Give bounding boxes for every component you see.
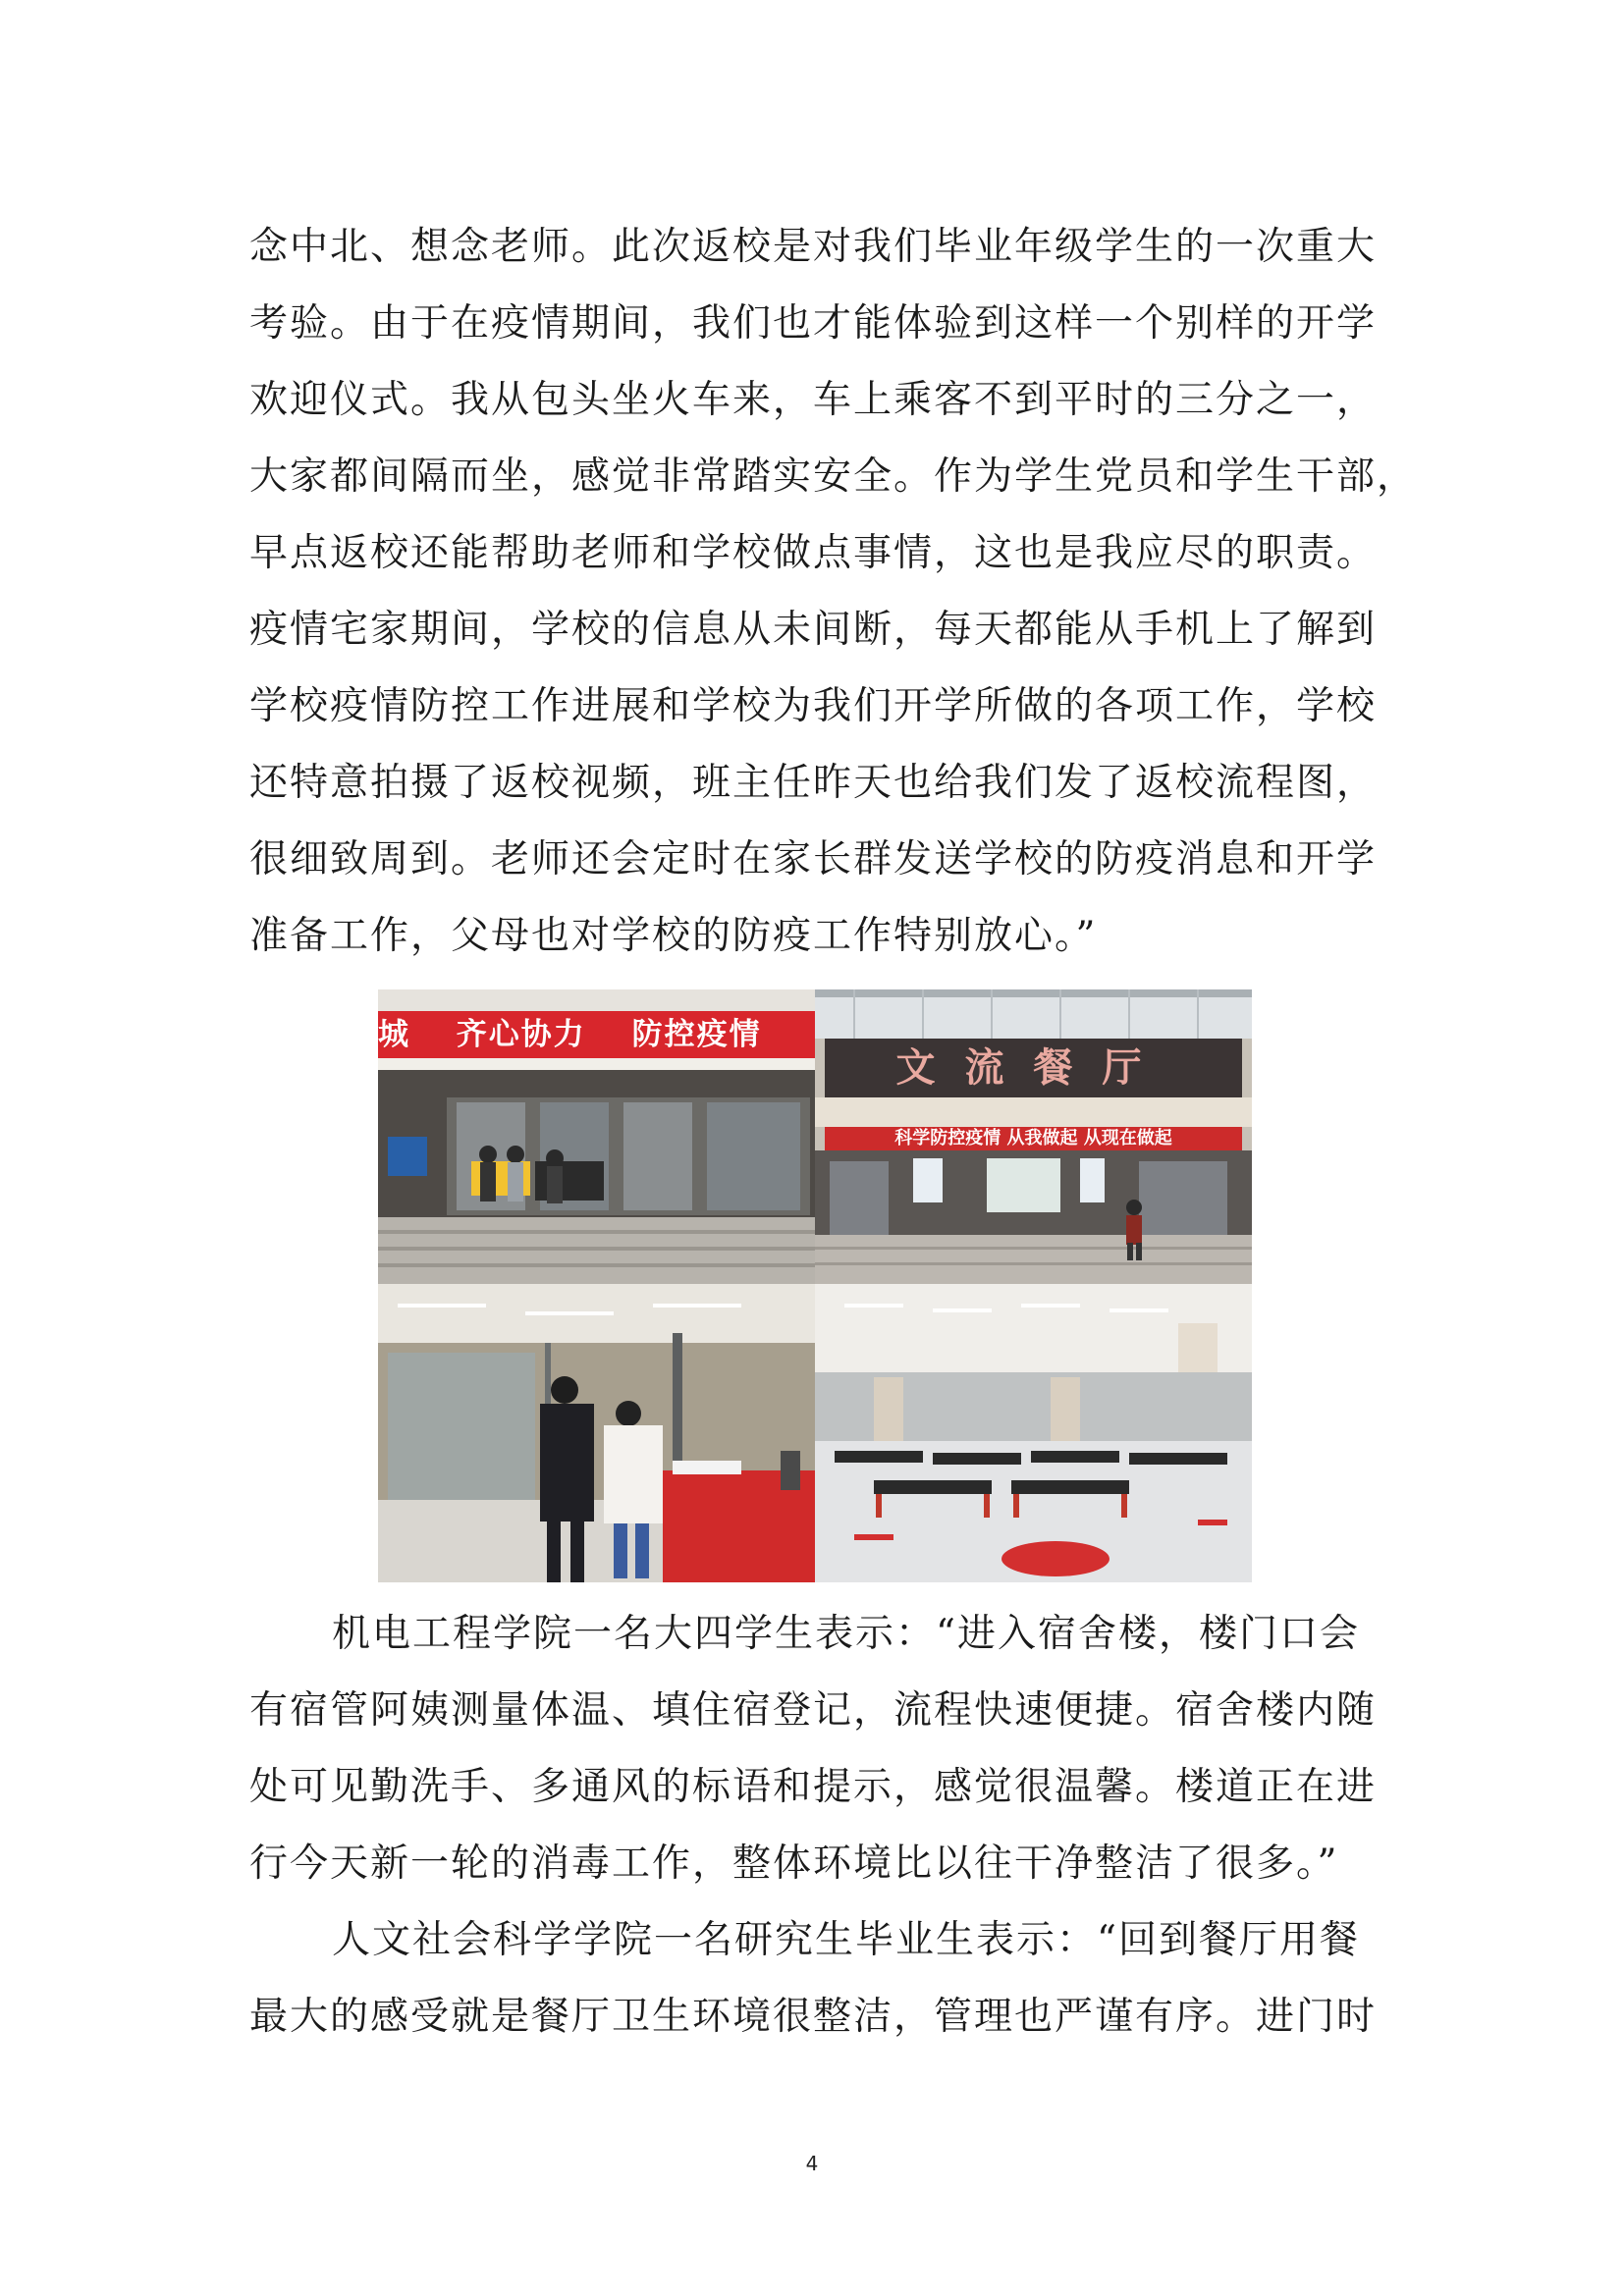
text-line: 学校疫情防控工作进展和学校为我们开学所做的各项工作，学校 — [249, 684, 1378, 728]
text-line: 早点返校还能帮助老师和学校做点事情，这也是我应尽的职责。 — [249, 531, 1378, 575]
photo-canteen-exterior — [815, 989, 1252, 1284]
banner-text: 齐心协力 — [456, 1017, 586, 1052]
red-banner — [378, 1011, 815, 1058]
text-line: 有宿管阿姨测量体温、填住宿登记，流程快速便捷。宿舍楼内随 — [249, 1688, 1378, 1733]
temperature-check-illustration — [378, 1284, 815, 1582]
page-number: 4 — [805, 2152, 819, 2175]
text-line: 准备工作，父母也对学校的防疫工作特别放心。” — [249, 914, 1098, 958]
photo-collage — [378, 989, 1252, 1582]
text-line: 念中北、想念老师。此次返校是对我们毕业年级学生的一次重大 — [249, 225, 1378, 269]
body-paragraph-1 — [249, 209, 1418, 975]
text-line: 机电工程学院一名大四学生表示：“进入宿舍楼，楼门口会 — [332, 1612, 1360, 1656]
text-line: 考验。由于在疫情期间，我们也才能体验到这样一个别样的开学 — [249, 301, 1378, 346]
text-line: 人文社会科学学院一名研究生毕业生表示：“回到餐厅用餐 — [332, 1918, 1360, 1962]
photo-entrance-checkpoint — [378, 989, 815, 1284]
canteen-sign: 文流餐厅 — [825, 1039, 1242, 1097]
text-line: 大家都间隔而坐，感觉非常踏实安全。作为学生党员和学生干部， — [249, 454, 1418, 499]
photo-temperature-check — [378, 1284, 815, 1582]
text-line: 还特意拍摄了返校视频，班主任昨天也给我们发了返校流程图， — [249, 761, 1378, 805]
text-line: 欢迎仪式。我从包头坐火车来，车上乘客不到平时的三分之一， — [249, 378, 1378, 422]
slogan-banner: 科学防控疫情 从我做起 从现在做起 — [825, 1127, 1242, 1150]
body-paragraph-3 — [249, 1902, 1386, 2056]
text-line: 行今天新一轮的消毒工作，整体环境比以往干净整洁了很多。” — [249, 1842, 1339, 1886]
banner-text: 城 — [378, 1017, 410, 1052]
text-line: 疫情宅家期间，学校的信息从未间断，每天都能从手机上了解到 — [249, 608, 1378, 652]
body-paragraph-2 — [249, 1596, 1386, 1902]
text-line: 处可见勤洗手、多通风的标语和提示，感觉很温馨。楼道正在进 — [249, 1765, 1378, 1809]
text-line: 很细致周到。老师还会定时在家长群发送学校的防疫消息和开学 — [249, 837, 1378, 881]
dining-hall-illustration — [815, 1284, 1252, 1582]
text-line: 最大的感受就是餐厅卫生环境很整洁，管理也严谨有序。进门时 — [249, 1995, 1378, 2039]
banner-text: 防控疫情 — [631, 1017, 762, 1052]
photo-dining-hall — [815, 1284, 1252, 1582]
